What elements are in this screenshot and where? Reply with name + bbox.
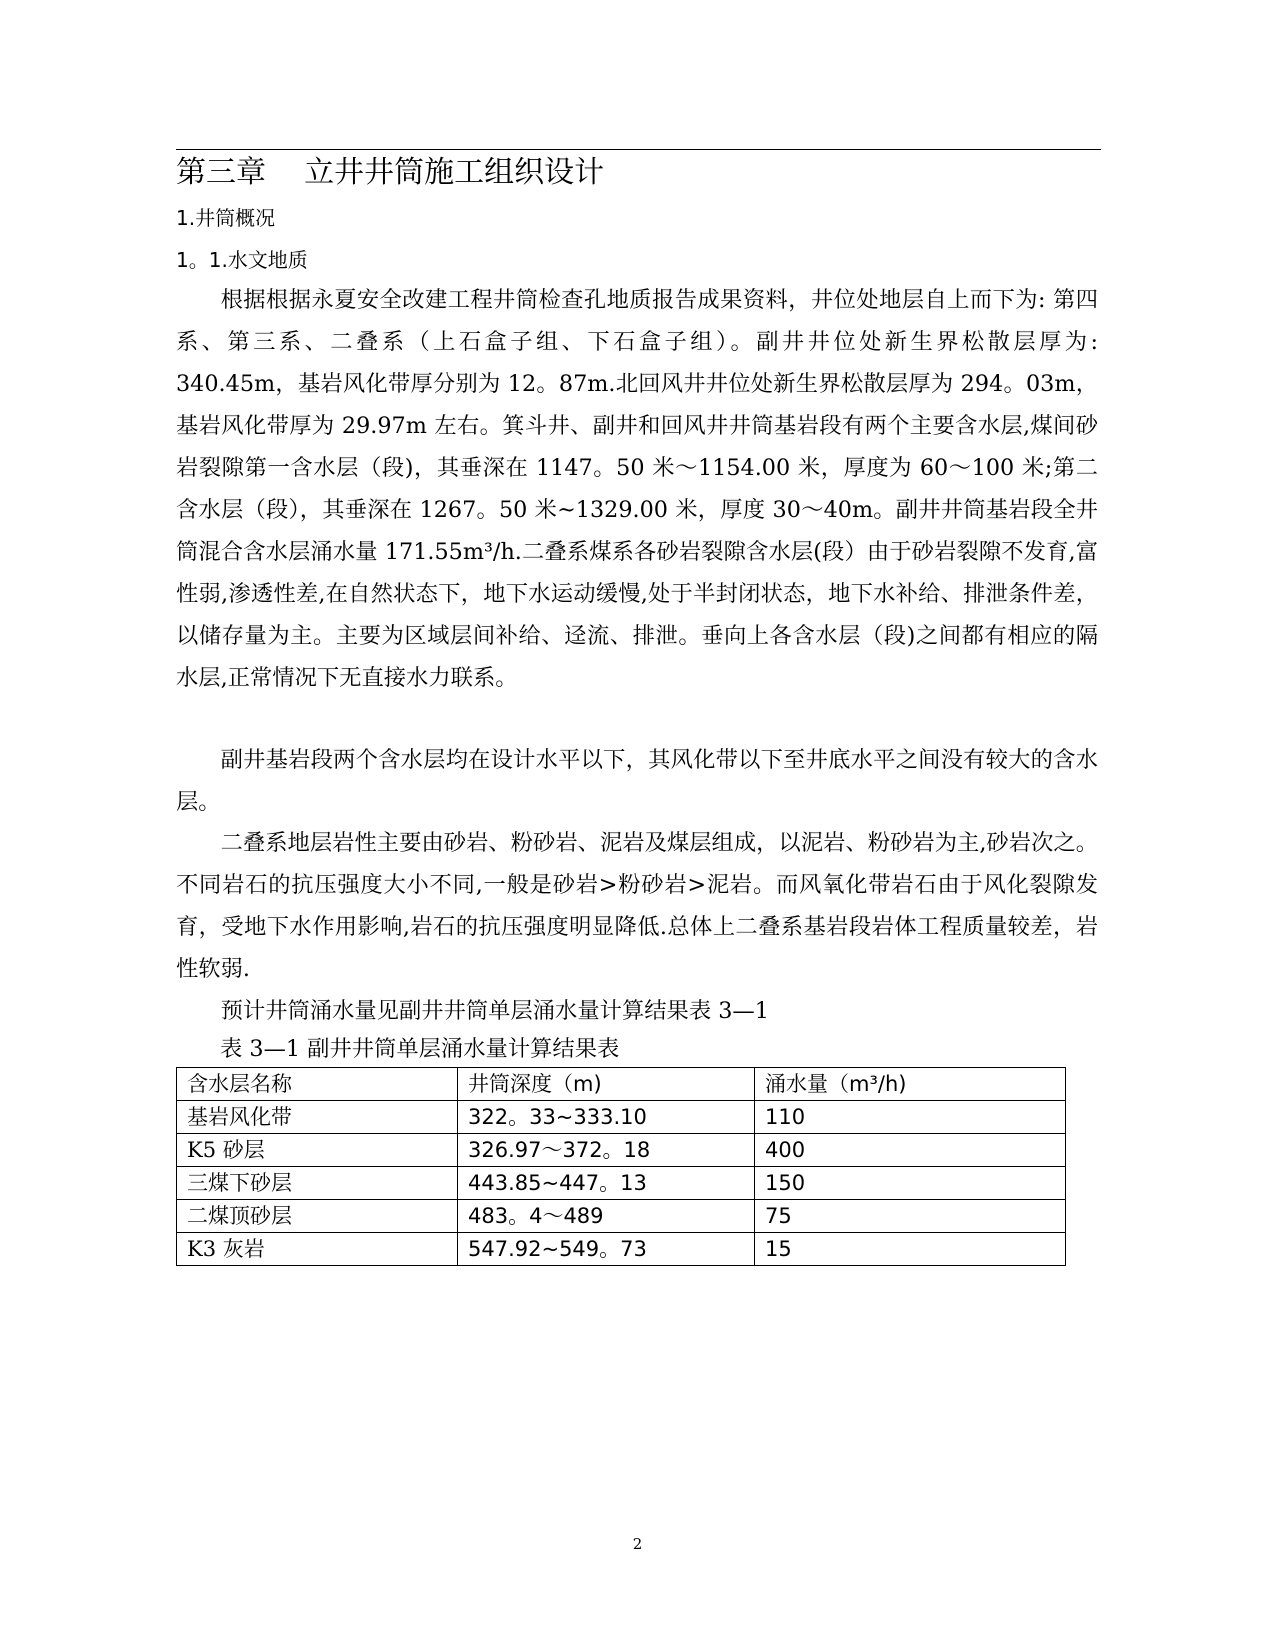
paragraph-lithology [176,822,1098,990]
paragraph-text: 二叠系地层岩性主要由砂岩、粉砂岩、泥岩及煤层组成，以泥岩、粉砂岩为主,砂岩次之。不同岩石的抗压强度大小不同,一般是砂岩>粉砂岩>泥岩。而风氧化带岩石由于风化裂隙发育，受地下水作用影响,岩石的抗压强度明显降低.总体上二叠系基岩段岩体工程质量较差，岩性软弱. [176,830,1098,982]
header-cell: 涌水量（m³/h) [755,1068,1066,1101]
table-cell: 483。4～489 [458,1200,755,1233]
table-row [177,1233,1066,1266]
table-caption: 表 3—1 副井井筒单层涌水量计算结果表 [220,1036,620,1062]
table-cell: 443.85~447。13 [458,1167,755,1200]
table-cell: 150 [755,1167,1066,1200]
header-cell: 含水层名称 [177,1068,458,1101]
paragraph-table-ref [176,990,1098,1032]
water-inflow-table [176,1067,1066,1266]
paragraph-text: 副井基岩段两个含水层均在设计水平以下，其风化带以下至井底水平之间没有较大的含水层。 [176,747,1098,815]
page-number: 2 [632,1535,643,1553]
paragraph-text: 预计井筒涌水量见副井井筒单层涌水量计算结果表 3—1 [220,998,769,1024]
table-row [177,1101,1066,1134]
header-rule [176,149,1101,150]
table-cell: 15 [755,1233,1066,1266]
header-cell: 井筒深度（m) [458,1068,755,1101]
table-cell: 110 [755,1101,1066,1134]
paragraph-text: 根据根据永夏安全改建工程井筒检查孔地质报告成果资料，井位处地层自上而下为: 第四系、第三系、二叠系（上石盒子组、下石盒子组）。副井井位处新生界松散层厚为: 340.45m，基岩风化带厚分别为 12。87m.北回风井井位处新生界松散层厚为 294。03m，基岩风化带厚为 29.97m 左右。箕斗井、副井和回风井井筒基岩段有两个主要含水层,煤间砂岩裂隙第一含水层（段)，其垂深在 1147。50 米～1154.00 米，厚度为 60～100 米;第二含水层（段），其垂深在 1267。50 米~1329.00 米，厚度 30～40m。副井井筒基岩段全井筒混合含水层涌水量 171.55m³/h.二叠系煤系各砂岩裂隙含水层(段）由于砂岩裂隙不发育,富性弱,渗透性差,在自然状态下，地下水运动缓慢,处于半封闭状态，地下水补给、排泄条件差，以储存量为主。主要为区域层间补给、迳流、排泄。垂向上各含水层（段)之间都有相应的隔水层,正常情况下无直接水力联系。 [176,287,1098,691]
paragraph-aquifer [176,739,1098,823]
paragraph-hydrogeology [176,279,1098,699]
table-cell: K3 灰岩 [177,1233,458,1266]
subsection-heading: 1。1.水文地质 [176,248,308,272]
table-row [177,1134,1066,1167]
table-header-row [177,1068,1066,1101]
table-cell: 547.92~549。73 [458,1233,755,1266]
section-heading: 1.井筒概况 [176,206,276,230]
table-cell: 400 [755,1134,1066,1167]
table-cell: 二煤顶砂层 [177,1200,458,1233]
table-row [177,1167,1066,1200]
table-cell: 基岩风化带 [177,1101,458,1134]
chapter-title: 第三章 立井井筒施工组织设计 [176,155,605,190]
table-cell: 322。33~333.10 [458,1101,755,1134]
table-cell: 三煤下砂层 [177,1167,458,1200]
table-cell: 75 [755,1200,1066,1233]
table-cell: 326.97～372。18 [458,1134,755,1167]
table-row [177,1200,1066,1233]
table-cell: K5 砂层 [177,1134,458,1167]
